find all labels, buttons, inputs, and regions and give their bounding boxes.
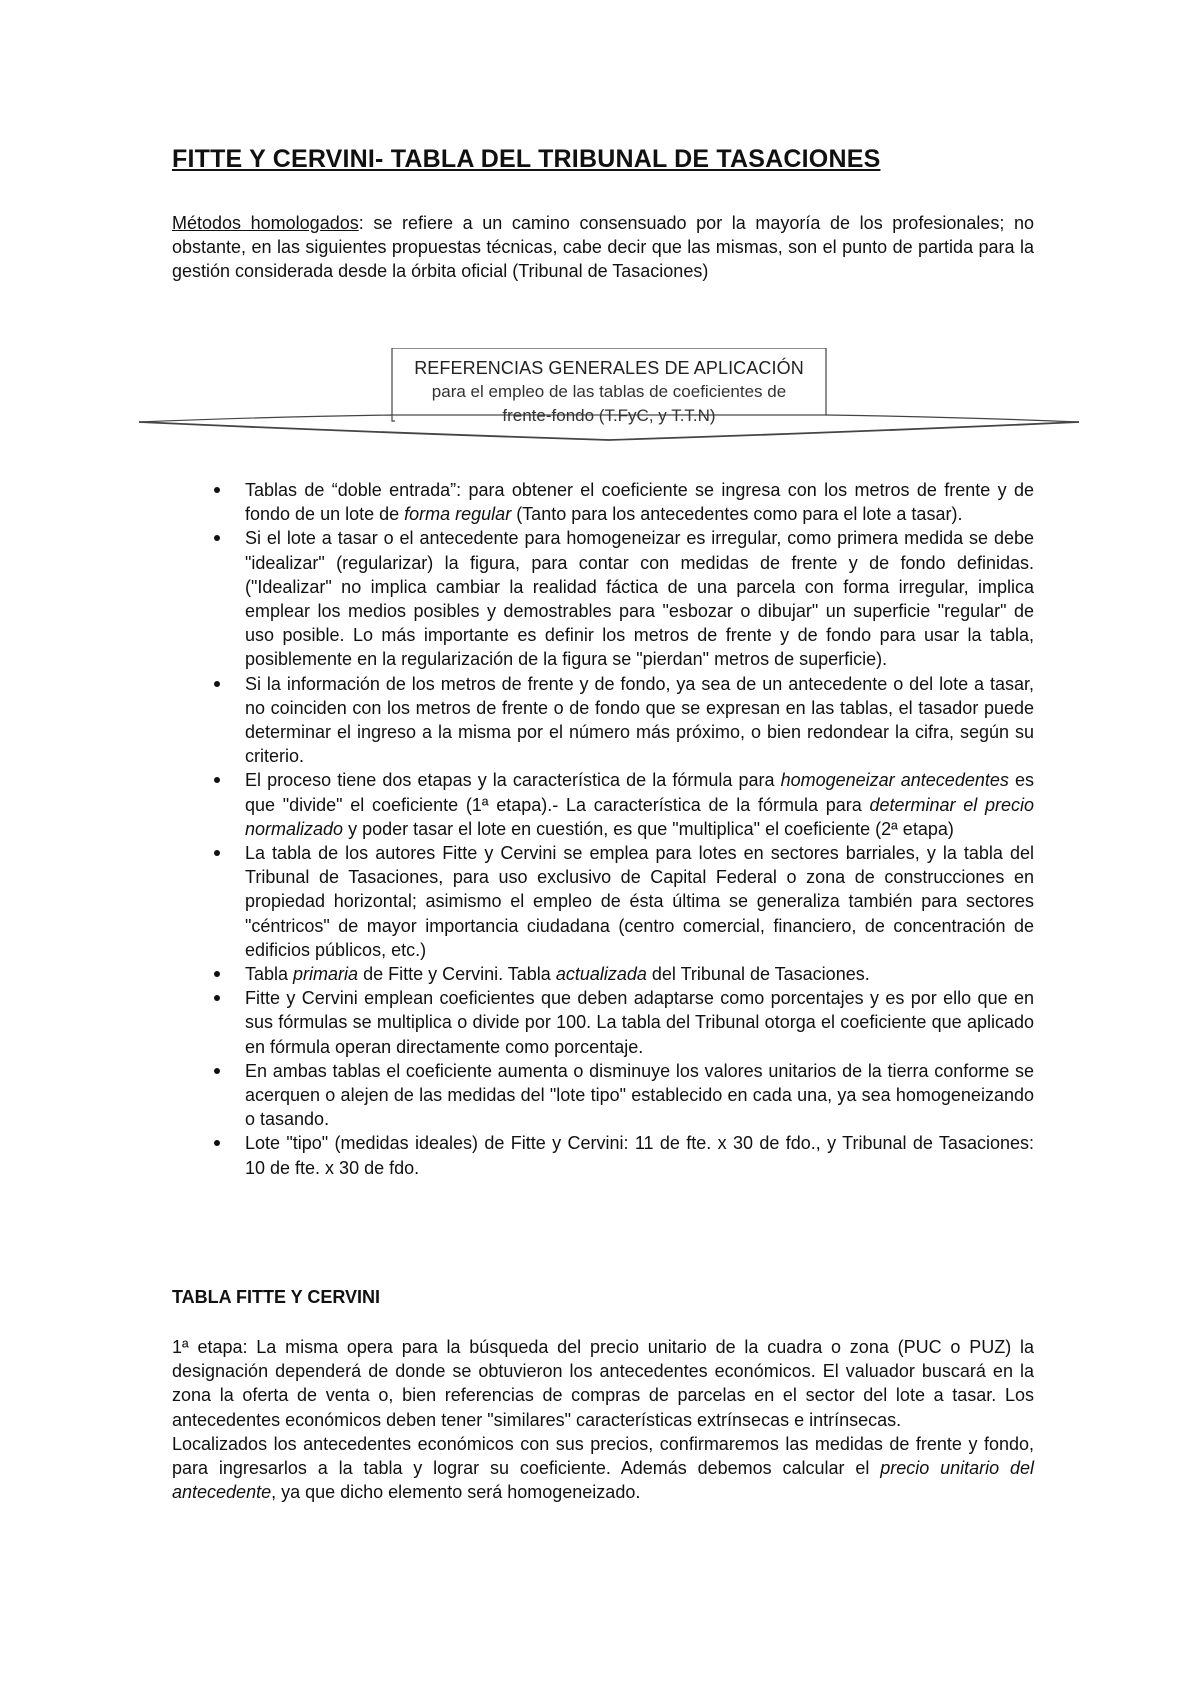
banner-text	[389, 356, 829, 428]
list-item-text: Fitte y Cervini emplean coeficientes que deben adaptarse como porcentajes y es por ello que en sus fórmulas se multiplica o divide por 100. La tabla del Tribunal otorga el coeficiente que aplicado en fórmula operan directamente como porcentaje.	[245, 988, 1034, 1057]
list-item-emphasis: actualizada	[555, 964, 647, 985]
list-item-text: es que "divide" el coeficiente (1ª etapa).- La característica de la fórmula para	[245, 770, 1034, 815]
section-body	[172, 1335, 1034, 1504]
paragraph-emphasis: precio unitario del antecedente	[172, 1458, 1034, 1503]
intro-term: Métodos homologados	[172, 213, 359, 233]
paragraph: 1ª etapa: La misma opera para la búsqueda del precio unitario de la cuadra o zona (PUC o PUZ) la designación dependerá de donde se obtuvieron los antecedentes económicos. El valuador buscará en la zona la oferta de venta o, bien referencias de compras de parcelas en el sector del lote a tasar. Los antecedentes económicos deben tener "similares" características extrínsecas e intrínsecas.	[172, 1337, 1034, 1430]
list-item	[172, 478, 1034, 526]
list-item-text: y poder tasar el lote en cuestión, es que "multiplica" el coeficiente (2ª etapa)	[343, 818, 954, 839]
intro-paragraph	[172, 211, 1034, 283]
list-item-text: Lote "tipo" (medidas ideales) de Fitte y Cervini: 11 de fte. x 30 de fdo., y Tribunal de Tasaciones: 10 de fte. x 30 de fdo.	[245, 1133, 1034, 1178]
list-item-text: de Fitte y Cervini. Tabla	[358, 964, 556, 985]
list-item	[172, 1131, 1034, 1179]
list-item	[172, 962, 1034, 986]
list-item-emphasis: homogeneizar antecedentes	[780, 770, 1009, 791]
list-item	[172, 672, 1034, 769]
list-item	[172, 768, 1034, 841]
list-item-emphasis: determinar el precio normalizado	[245, 794, 1034, 839]
bullet-icon	[214, 535, 220, 541]
list-item-text: El proceso tiene dos etapas y la característica de la fórmula para	[245, 770, 781, 791]
list-item-text: Tablas de “doble entrada”: para obtener el coeficiente se ingresa con los metros de frente y de fondo de un lote de	[245, 480, 1034, 525]
banner-subtitle-2: frente-fondo (T.FyC, y T.T.N)	[502, 406, 716, 425]
list-item	[172, 526, 1034, 671]
bullet-icon	[214, 971, 220, 977]
list-item-emphasis: forma regular	[404, 504, 512, 525]
list-item	[172, 1059, 1034, 1132]
bullet-icon	[214, 1068, 220, 1074]
list-item	[172, 986, 1034, 1059]
list-item-text: del Tribunal de Tasaciones.	[646, 964, 870, 985]
intro-text: : se refiere a un camino consensuado por la mayoría de los profesionales; no obstante, en las siguientes propuestas técnicas, cabe decir que las mismas, son el punto de partida para la gestión considerada desde la órbita oficial (Tribunal de Tasaciones)	[172, 213, 1034, 281]
bullet-icon	[214, 995, 220, 1001]
bullet-icon	[214, 487, 220, 493]
section-heading: TABLA FITTE Y CERVINI	[172, 1287, 381, 1307]
list-item-text: (Tanto para los antecedentes como para el lote a tasar).	[511, 504, 963, 525]
list-item-text: Si el lote a tasar o el antecedente para homogeneizar es irregular, como primera medida se debe "idealizar" (regularizar) la figura, para contar con medidas de frente y de fondo definidas. ("Idealizar" no implica cambiar la realidad fáctica de una parcela con forma irregular, implica emplear los medios posibles y demostrables para "esbozar o dibujar" un superficie "regular" de uso posible. Lo más importante es definir los metros de frente y de fondo para usar la tabla, posiblemente en la regularización de la figura se "pierdan" metros de superficie).	[245, 528, 1034, 670]
list-item-text: En ambas tablas el coeficiente aumenta o disminuye los valores unitarios de la tierra conforme se acerquen o alejen de las medidas del "lote tipo" establecido en cada una, ya sea homogeneizando o tasando.	[245, 1060, 1034, 1130]
bullet-icon	[214, 777, 220, 783]
banner-title: REFERENCIAS GENERALES DE APLICACIÓN	[414, 358, 804, 378]
document-title: FITTE Y CERVINI- TABLA DEL TRIBUNAL DE TASACIONES	[172, 145, 881, 173]
paragraph-text: Localizados los antecedentes económicos con sus precios, confirmaremos las medidas de frente y fondo, para ingresarlos a la tabla y lograr su coeficiente. Además debemos calcular el	[172, 1433, 1034, 1479]
bullet-icon	[214, 1140, 220, 1146]
banner-subtitle: para el empleo de las tablas de coeficientes de	[431, 382, 787, 401]
paragraph-text: , ya que dicho elemento será homogeneizado.	[271, 1482, 641, 1503]
list-item-text: La tabla de los autores Fitte y Cervini se emplea para lotes en sectores barriales, y la tabla del Tribunal de Tasaciones, para uso exclusivo de Capital Federal o zona de construcciones en propiedad horizontal; asimismo el empleo de ésta última se generaliza también para sectores "céntricos" de mayor importancia ciudadana (centro comercial, financiero, de concentración de edificios públicos, etc.)	[245, 843, 1034, 960]
paragraph	[172, 1432, 1034, 1505]
bullet-icon	[214, 681, 220, 687]
list-item-text: Si la información de los metros de frente y de fondo, ya sea de un antecedente o del lote a tasar, no coinciden con los metros de frente o de fondo que se expresan en las tablas, el tasador puede determinar el ingreso a la misma por el número más próximo, o bien redondear la cifra, según su criterio.	[245, 673, 1034, 767]
list-item-emphasis: primaria	[293, 964, 359, 985]
list-item-text: Tabla	[245, 964, 294, 985]
bullet-icon	[214, 850, 220, 856]
list-item	[172, 841, 1034, 962]
references-banner	[139, 348, 1079, 450]
references-list	[172, 478, 1034, 1180]
